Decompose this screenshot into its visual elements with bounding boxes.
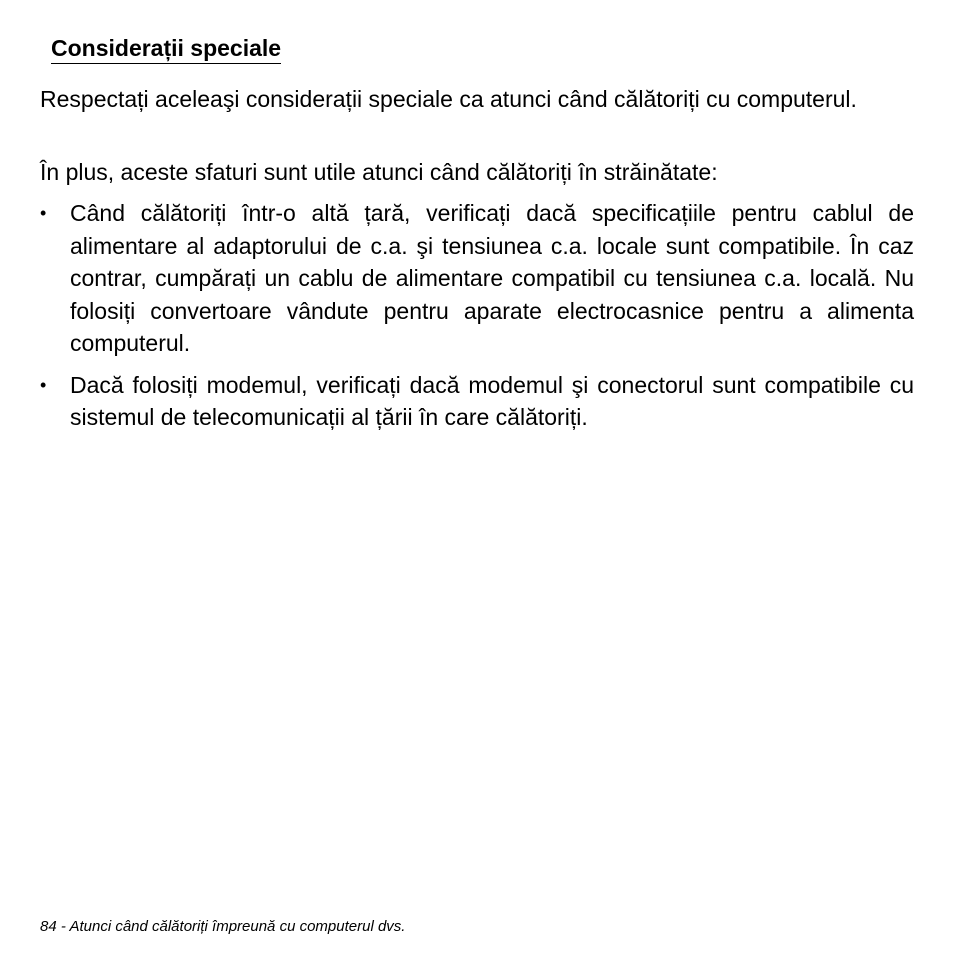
- bullet-icon: •: [40, 203, 47, 223]
- travel-abroad-paragraph: În plus, aceste sfaturi sunt utile atunci când călătoriți în străinătate:: [40, 159, 718, 185]
- list-item-text: Când călătoriți într-o altă țară, verificați dacă specificațiile pentru cablul de alimentare al adaptorului de c.a. şi tensiunea c.a. locale sunt compatibile. În caz contrar, cumpărați un cablu de alimentare compatibil cu tensiunea c.a. locală. Nu folosiți convertoare vândute pentru aparate electrocasnice pentru a alimenta computerul.: [70, 200, 914, 356]
- list-item: [40, 197, 914, 360]
- list-item-text: Dacă folosiți modemul, verificați dacă modemul şi conectorul sunt compatibile cu sistemul de telecomunicații al țării în care călătoriți.: [70, 371, 914, 430]
- tips-list: [40, 197, 914, 443]
- intro-paragraph: Respectați aceleaşi considerații speciale ca atunci când călătoriți cu computerul.: [40, 86, 857, 112]
- section-heading: Considerații speciale: [51, 33, 281, 64]
- list-item: [40, 369, 914, 434]
- page-footer: 84 - Atunci când călătoriți împreună cu computerul dvs.: [40, 918, 406, 935]
- bullet-icon: •: [40, 374, 47, 395]
